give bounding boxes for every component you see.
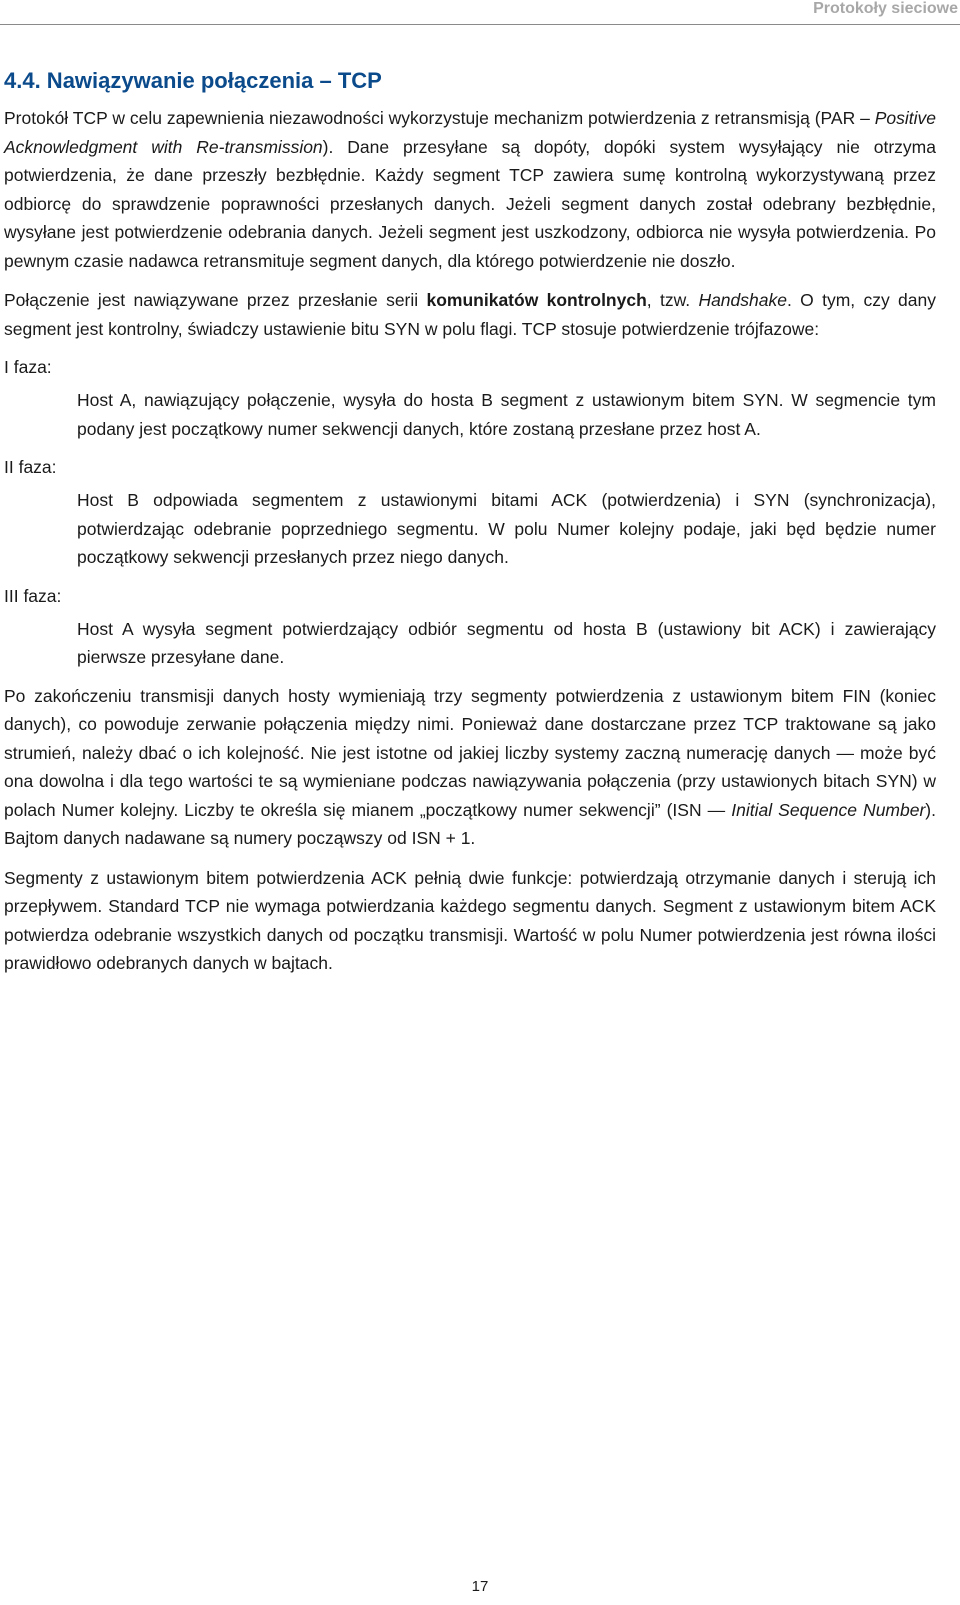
paragraph-text: Połączenie jest nawiązywane przez przesłanie serii	[4, 290, 427, 310]
phase-description: Host B odpowiada segmentem z ustawionymi bitami ACK (potwierdzenia) i SYN (synchronizacja), potwierdzając odebranie poprzedniego segmentu. W polu Numer kolejny podaje, jaki będ będzie numer początkowy sekwencji przesłanych przez niego danych.	[77, 490, 936, 567]
running-header: Protokoły sieciowe	[813, 0, 958, 17]
paragraph-text: ). Dane przesyłane są dopóty, dopóki system wysyłający nie otrzyma potwierdzenia, że dane przeszły bezbłędnie. Każdy segment TCP zawiera sumę kontrolną wykorzystywaną przez odbiorcę do sprawdzenie poprawności przesłanych danych. Jeżeli segment danych został odebrany bezbłędnie, wysyłane jest potwierdzenie odebrania danych. Jeżeli segment jest uszkodzony, odbiorca nie wysyła potwierdzenia. Po pewnym czasie nadawca retransmituje segment danych, dla którego potwierdzenie nie doszło.	[4, 136, 936, 271]
phase-3	[4, 582, 936, 672]
section-title: 4.4. Nawiązywanie połączenia – TCP	[4, 68, 382, 93]
paragraph-bold-term: komunikatów kontrolnych	[426, 290, 647, 310]
phase-label: I faza:	[4, 357, 52, 377]
paragraph-handshake	[4, 286, 936, 343]
phase-description: Host A, nawiązujący połączenie, wysyła do hosta B segment z ustawionym bitem SYN. W segmencie tym podany jest początkowy numer sekwencji danych, które zostaną przesłane przez host A.	[77, 390, 936, 439]
phase-1	[4, 353, 936, 443]
paragraph-ack-segments: Segmenty z ustawionym bitem potwierdzenia ACK pełnią dwie funkcje: potwierdzają otrzymanie danych i sterują ich przepływem. Standard TCP nie wymaga potwierdzania każdego segmentu danych. Segment z ustawionym bitem ACK potwierdza odebranie wszystkich danych od początku transmisji. Wartość w polu Numer potwierdzenia jest równa ilości prawidłowo odebranych danych w bajtach.	[4, 867, 936, 973]
page-content	[4, 66, 936, 989]
paragraph-fin-isn	[4, 682, 936, 853]
phase-description: Host A wysyła segment potwierdzający odbiór segmentu od hosta B (ustawiony bit ACK) i zawierający pierwsze przesyłane dane.	[77, 618, 936, 667]
paragraph-text: Po zakończeniu transmisji danych hosty wymieniają trzy segmenty potwierdzenia z ustawionym bitem FIN (koniec danych), co powoduje zerwanie połączenia między nimi. Ponieważ dane dostarczane przez TCP traktowane są jako strumień, należy dbać o ich kolejność. Nie jest istotne od jakiej liczby systemy zaczną numerację danych — może być ona dowolna i dla tego wartości te są wymieniane podczas nawiązywania połączenia (przy ustawionych bitach SYN) w polach Numer kolejny. Liczby te określa się mianem „początkowy numer sekwencji” (ISN —	[4, 685, 936, 820]
phase-2	[4, 453, 936, 572]
page-number: 17	[471, 1578, 489, 1595]
paragraph-text: Protokół TCP w celu zapewnienia niezawodności wykorzystuje mechanizm potwierdzenia z retransmisją (PAR –	[4, 108, 875, 128]
paragraph-italic-term: Positive Acknowledgment with Re-transmission	[4, 108, 936, 157]
paragraph-par-mechanism	[4, 104, 936, 275]
phase-label: III faza:	[4, 585, 62, 606]
paragraph-text: , tzw.	[646, 290, 699, 310]
phase-label: II faza:	[4, 457, 57, 477]
paragraph-text: . O tym, czy dany segment jest kontrolny, świadczy ustawienie bitu SYN w polu flagi. TCP stosuje potwierdzenie trójfazowe:	[4, 290, 936, 339]
paragraph-italic-term: Initial Sequence Number	[731, 799, 926, 820]
header-divider	[0, 24, 960, 25]
paragraph-italic-term: Handshake	[698, 290, 787, 310]
paragraph-text: ). Bajtom danych nadawane są numery począwszy od ISN + 1.	[4, 799, 936, 848]
